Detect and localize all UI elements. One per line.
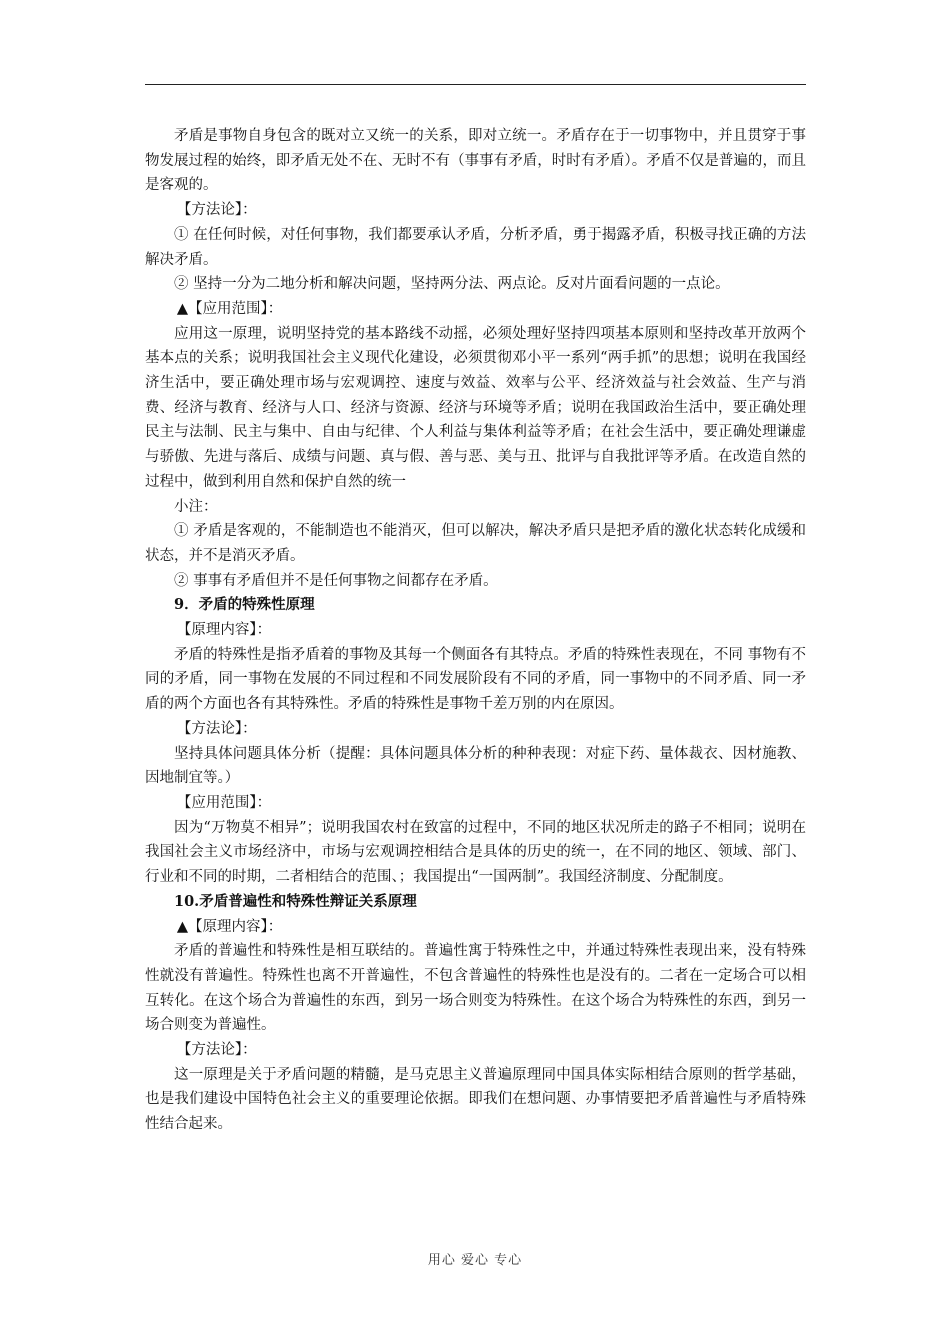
paragraph: 坚持具体问题具体分析（提醒：具体问题具体分析的种种表现：对症下药、量体裁衣、因材施教、因地制宜等。） [145, 745, 806, 787]
paragraph: 应用这一原理，说明坚持党的基本路线不动摇，必须处理好坚持四项基本原则和坚持改革开放两个基本点的关系；说明我国社会主义现代化建设，必须贯彻邓小平一系列“两手抓”的思想；说明在我国经济生活中，要正确处理市场与宏观调控、速度与效益、效率与公平、经济效益与社会效益、生产与消费、经济与教育、经济与人口、经济与资源、经济与环境等矛盾；说明在我国政治生活中，要正确处理民主与法制、民主与集中、自由与纪律、个人利益与集体利益等矛盾；在社会生活中，要正确处理谦虚与骄傲、先进与落后、成绩与问题、真与假、善与恶、美与丑、批评与自我批评等矛盾。在改造自然的过程中，做到利用自然和保护自然的统一 [145, 325, 806, 490]
paragraph: 因为“万物莫不相异”；说明我国农村在致富的过程中，不同的地区状况所走的路子不相同；说明在我国社会主义市场经济中，市场与宏观调控相结合是具体的历史的统一，在不同的地区、领域、部门、行业和不同的时期，二者相结合的范围、；我国提出“一国两制”。我国经济制度、分配制度。 [145, 819, 806, 886]
paragraph: 这一原理是关于矛盾问题的精髓，是马克思主义普遍原理同中国具体实际相结合原则的哲学基础，也是我们建设中国特色社会主义的重要理论依据。即我们在想问题、办事情要把矛盾普遍性与矛盾特殊性结合起来。 [145, 1066, 806, 1133]
paragraph: 矛盾是事物自身包含的既对立又统一的关系，即对立统一。矛盾存在于一切事物中，并且贯穿于事物发展过程的始终，即矛盾无处不在、无时不有（事事有矛盾，时时有矛盾）。矛盾不仅是普遍的，而且是客观的。 [145, 128, 806, 194]
section-label: 【方法论】： [176, 1042, 257, 1059]
paragraph: 小注： [174, 498, 218, 515]
section-label: ▲【应用范围】： [176, 300, 283, 317]
section-heading: 9．矛盾的特殊性原理 [174, 596, 315, 614]
section-label: 【方法论】： [176, 202, 257, 219]
paragraph: 矛盾的特殊性是指矛盾着的事物及其每一个侧面各有其特点。矛盾的特殊性表现在，不同 事物有不同的矛盾，同一事物在发展的不同过程和不同发展阶段有不同的矛盾，同一事物中的不同矛盾、同一矛盾的两个方面也各有其特殊性。矛盾的特殊性是事物千差万别的内在原因。 [145, 646, 806, 713]
section-label: 【原理内容】： [176, 622, 272, 639]
paragraph: ① 在任何时候，对任何事物，我们都要承认矛盾，分析矛盾，勇于揭露矛盾，积极寻找正确的方法解决矛盾。 [145, 226, 806, 268]
section-label: 【应用范围】： [176, 794, 272, 811]
paragraph: ① 矛盾是客观的，不能制造也不能消灭，但可以解决，解决矛盾只是把矛盾的激化状态转化成缓和状态，并不是消灭矛盾。 [145, 523, 806, 564]
paragraph: ② 坚持一分为二地分析和解决问题，坚持两分法、两点论。反对片面看问题的一点论。 [174, 276, 730, 293]
page-footer: 用心 爱心 专心 [427, 1253, 523, 1268]
section-label: 【方法论】： [176, 720, 257, 737]
header-rule [145, 84, 806, 85]
section-heading: 10.矛盾普遍性和特殊性辩证关系原理 [174, 892, 417, 910]
paragraph: ② 事事有矛盾但并不是任何事物之间都存在矛盾。 [174, 572, 498, 589]
section-label: ▲【原理内容】： [176, 918, 283, 935]
document-body [145, 124, 806, 1137]
paragraph: 矛盾的普遍性和特殊性是相互联结的。普遍性寓于特殊性之中，并通过特殊性表现出来，没有特殊性就没有普遍性。特殊性也离不开普遍性，不包含普遍性的特殊性也是没有的。二者在一定场合可以相互转化。在这个场合为普遍性的东西，到另一场合则变为特殊性。在这个场合为特殊性的东西，到另一场合则变为普遍性。 [145, 943, 806, 1034]
